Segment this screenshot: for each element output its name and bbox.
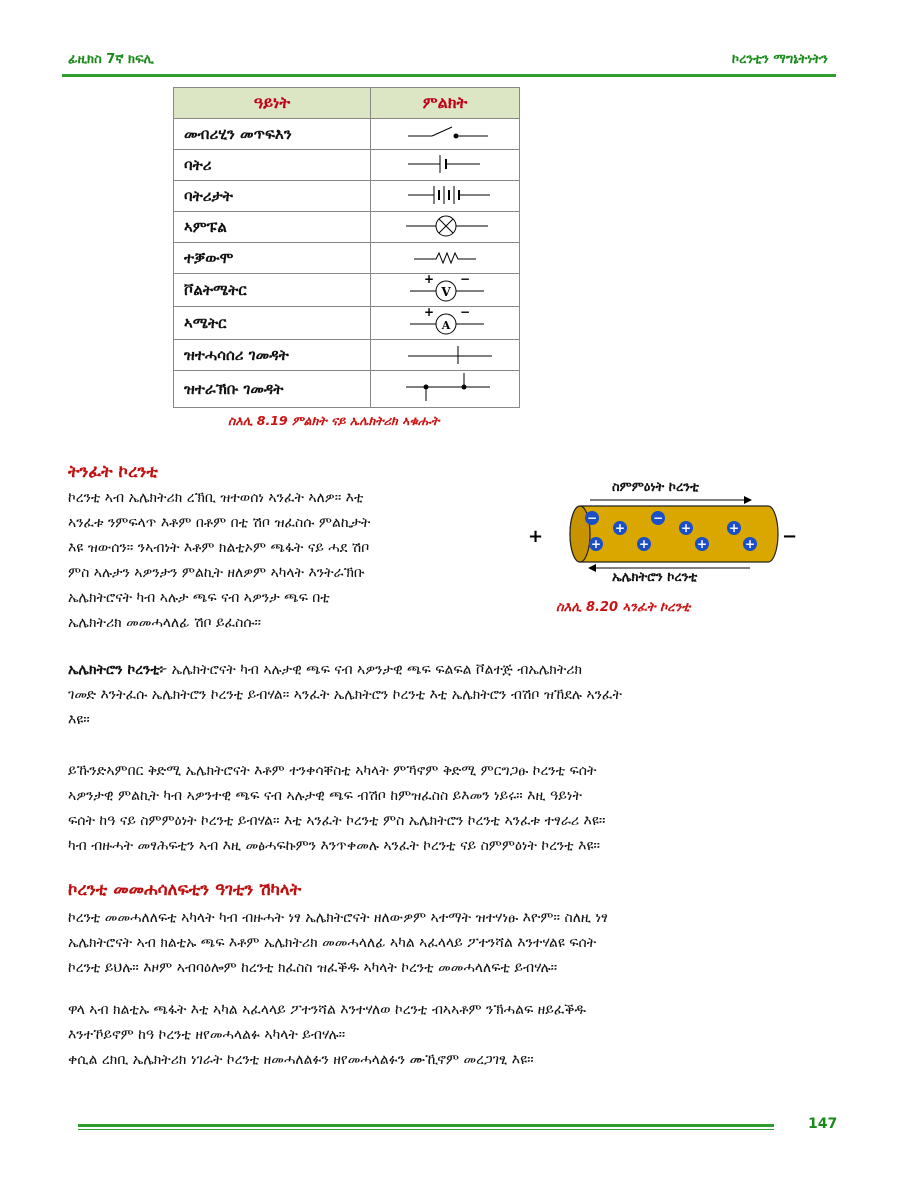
table-row <box>174 181 520 212</box>
voltmeter-symbol-icon <box>371 274 520 307</box>
table-row <box>174 212 520 243</box>
batteries-symbol-icon <box>371 181 520 212</box>
text-line <box>68 658 838 683</box>
text-line: ገመድ እንትፈሱ ኤሌክትሮን ኮረንቲ ይብሃል። ኣንፈት ኤሌክትሮን ኮረንቲ እቲ ኤሌክትሮን ብሽቦ ዝኸደሉ ኣንፈት <box>68 687 622 703</box>
figure-caption: ስእሊ 8.20 ኣንፈት ኮረንቲ <box>556 600 691 615</box>
section1-paragraph <box>68 486 502 636</box>
table-header-type: ዓይነት <box>174 88 371 119</box>
text-line: ዋላ ኣብ ክልቲኡ ጫፋት እቲ ኣካል ኣፈላላይ ፖተንሻል እንተሃለወ ኮረንቲ ብኣኣቶም ንኽሓልፍ ዘይፈቕዱ <box>68 1002 586 1018</box>
table-header-row <box>174 88 520 119</box>
voltmeter-plus: + <box>424 274 435 286</box>
svg-text:−: − <box>652 511 664 525</box>
row-name: ዝተራኽቡ ገመዳት <box>174 371 371 408</box>
footer-divider <box>78 1124 774 1127</box>
ammeter-symbol-icon <box>371 307 520 340</box>
connected-wires-symbol-icon <box>371 340 520 371</box>
symbols-table <box>173 87 520 408</box>
svg-text:+: + <box>680 521 692 535</box>
header-divider <box>62 74 836 77</box>
table-row <box>174 340 520 371</box>
row-name: ባትሪ <box>174 150 371 181</box>
header-title-right: ኮረንቲን ማግኔትነትን <box>731 52 828 67</box>
text-line: ፍሰት ከዓ ናይ ስምምዕነት ኮረንቲ ይብሃል። እቲ ኣንፈት ኮረንቲ ምስ ኤሌክትሮን ኮረንቲ ኣንፈቱ ተፃራሪ እዩ። <box>68 813 606 829</box>
battery-symbol-icon <box>371 150 520 181</box>
voltmeter-letter: V <box>441 285 451 299</box>
svg-text:+: + <box>728 521 740 535</box>
text-line: እንተኾይኖም ከዓ ኮረንቲ ዘየመሓላልፉ ኣካላት ይብሃሉ። <box>68 1027 346 1043</box>
page-number: 147 <box>808 1116 838 1132</box>
text-line: ኮረንቲ ይህሉ። እዞም ኣብባዕሎም ከረንቲ ክፈስስ ዝፈቕዱ ኣካላት ኮረንቲ መመሓላለፍቲ ይብሃሉ። <box>68 960 558 976</box>
row-name: ባትሪታት <box>174 181 371 212</box>
text-line: ኣንፈቱ ንምፍላጥ እቶም በቶም በቲ ሽቦ ዝፈስሱ ምልኪታት <box>68 515 371 531</box>
conventional-current-paragraph <box>68 759 838 859</box>
table-row <box>174 119 520 150</box>
text-line: እዩ ዝውሰን። ንኣብነት እቶም ክልቲኦም ጫፋት ናይ ሓደ ሽቦ <box>68 540 370 556</box>
voltmeter-minus: − <box>460 274 471 286</box>
table-row <box>174 150 520 181</box>
negative-terminal-sign: − <box>782 526 798 547</box>
svg-text:+: + <box>696 537 708 551</box>
electron-current-paragraph <box>68 658 838 733</box>
svg-text:−: − <box>586 511 598 525</box>
text-line: ቀሲል ረክቢ ኤሌክትሪክ ነገራት ኮረንቲ ዘመሓለልፉን ዘየመሓላልፉን ሙኺኖም መረጋገፂ እዩ። <box>68 1052 534 1068</box>
row-name: ኣምፑል <box>174 212 371 243</box>
ammeter-plus: + <box>424 307 435 319</box>
row-name: ቮልትሜትር <box>174 274 371 307</box>
text-line: ኤሌክትሮናት ካብ ኣሉታ ጫፍ ናብ ኣዎንታ ጫፍ በቲ <box>68 590 330 606</box>
text-line: እዩ። <box>68 712 90 728</box>
text-line: ኣዎንታዊ ምልኪት ካብ ኣዎንተዊ ጫፍ ናብ ኣሉታዊ ጫፍ ብሽቦ ከምዝፈስስ ይእመን ነይሩ። እዚ ዓይነት <box>68 788 582 804</box>
text-line: ይኹንድኣምበር ቅድሚ ኤሌክትሮናት እቶም ተንቀሳቐስቲ ኣካላት ምኻኖም ቅድሚ ምርግጋፁ ኮረንቲ ፍሰት <box>68 763 597 779</box>
header-title-left <box>68 52 154 67</box>
conventional-current-label: ስምምዕነት ኮረንቲ <box>612 480 699 495</box>
bulb-symbol-icon <box>371 212 520 243</box>
section-heading-conductors: ኮረንቲ መመሐሳለፍቲን ዓገቲን ሽካላት <box>68 880 302 900</box>
table-caption: ስእሊ 8.19 ምልክት ናይ ኤሌክትሪክ ኣቁሑት <box>228 413 440 428</box>
ammeter-letter: A <box>441 319 451 332</box>
footer-divider-thin <box>78 1129 774 1130</box>
table-row <box>174 243 520 274</box>
table-row <box>174 307 520 340</box>
table-row <box>174 371 520 408</box>
resistor-symbol-icon <box>371 243 520 274</box>
conductor-cylinder <box>570 506 778 562</box>
row-name: ዝተሓሳሰሪ ገመዳት <box>174 340 371 371</box>
table-row <box>174 274 520 307</box>
section-heading-current-direction: ትንፈት ኮረንቲ <box>68 462 158 482</box>
row-name: መብሪሂን መጥፍእን <box>174 119 371 150</box>
svg-text:+: + <box>744 537 756 551</box>
conductors-paragraph <box>68 906 838 981</box>
insulators-paragraph <box>68 998 838 1073</box>
row-name: ተቓውሞ <box>174 243 371 274</box>
table-header-symbol: ምልክት <box>371 88 520 119</box>
ammeter-minus: − <box>460 307 471 319</box>
switch-symbol-icon <box>371 119 520 150</box>
text-line: ኤሌክትሮናት ኣብ ክልቲኡ ጫፍ እቶም ኤሌክትሪክ መመሓላለፊ ኣካል ኣፈላላይ ፖተንሻል እንተሃልዩ ፍሰት <box>68 935 597 951</box>
crossing-wires-symbol-icon <box>371 371 520 408</box>
text-line-rest: ኤሌክትሮናት ካብ ኣሉታዊ ጫፍ ናብ ኣዎንታዊ ጫፍ ፍልፍል ቮልተጅ ብኤሌክትሪክ <box>167 662 583 678</box>
positive-terminal-sign: + <box>528 526 544 547</box>
header-subject: ፊዚክስ 7ኛ ክፍሊ <box>68 52 154 67</box>
current-direction-figure <box>520 472 810 592</box>
text-line: ኮረንቲ ኣብ ኤሌክትሪክ ረኽቢ ዝተወሰነ ኣንፈት ኣለዎ። እቲ <box>68 490 364 506</box>
text-line: ኤሌክትሪክ መመሓላለፊ ሽቦ ይፈስሱ። <box>68 615 262 631</box>
text-line: ምስ ኣሉታን ኣዎንታን ምልኪት ዘለዎም ኣካላት እንትራኽቡ <box>68 565 365 581</box>
svg-text:+: + <box>590 537 602 551</box>
text-line: ካብ ብዙሓት መፃሕፍቲን ኣብ እዚ መፅሓፍኩምን እንጥቀመሉ ኣንፈት ኮረንቲ ናይ ስምምዕነት ኮረንቲ እዩ። <box>68 838 600 854</box>
row-name: ኣሜትር <box>174 307 371 340</box>
svg-text:+: + <box>614 521 626 535</box>
term-electron-current: ኤሌክትሮን ኮረንቲ፦ <box>68 662 168 678</box>
svg-text:+: + <box>638 537 650 551</box>
electron-current-label: ኤሌክትሮን ኮረንቲ <box>612 570 698 585</box>
text-line: ኮረንቲ መመሓለለፍቲ ኣካላት ካብ ብዙሓት ነፃ ኤሌክትሮናት ዘለውዎም ኣተማት ዝተሃነፁ እዮም። ስለዚ ነፃ <box>68 910 608 926</box>
